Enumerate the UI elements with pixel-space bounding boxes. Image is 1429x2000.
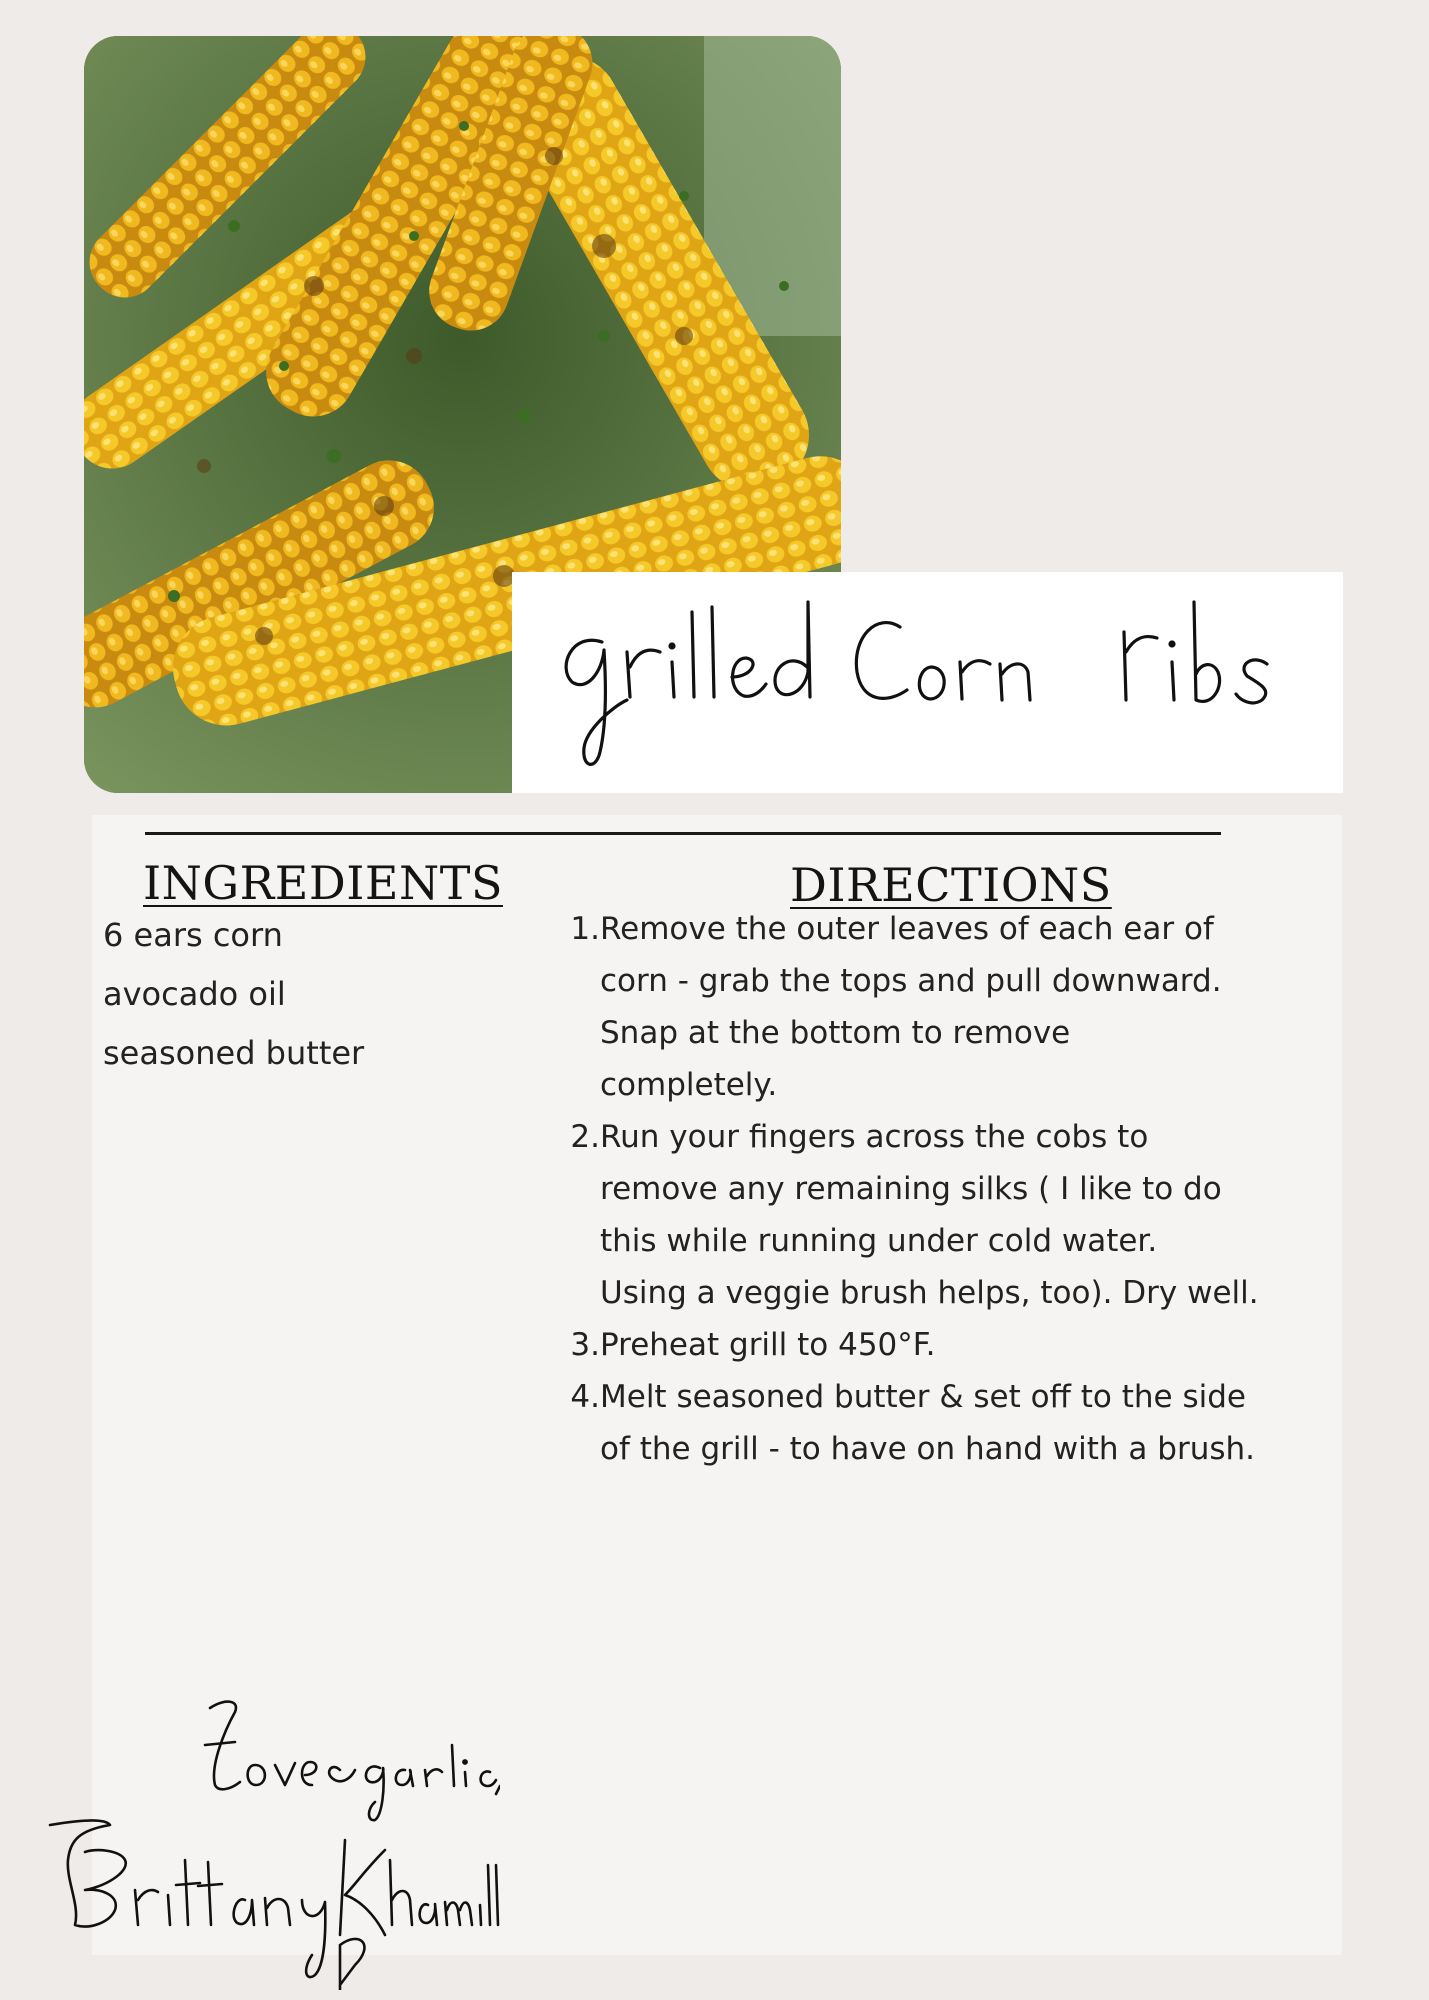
step-line: Preheat grill to 450°F. bbox=[600, 1327, 936, 1363]
direction-step bbox=[560, 903, 1320, 1111]
ingredients-list bbox=[103, 906, 364, 1083]
recipe-title bbox=[512, 572, 1343, 793]
directions-heading: DIRECTIONS bbox=[790, 858, 1112, 912]
step-text bbox=[600, 903, 1320, 1111]
step-line: this while running under cold water. bbox=[600, 1223, 1158, 1259]
step-line: Run your fingers across the cobs to bbox=[600, 1119, 1149, 1155]
step-text bbox=[600, 1371, 1320, 1475]
direction-step bbox=[560, 1371, 1320, 1475]
step-number: 4. bbox=[570, 1379, 600, 1415]
step-line: of the grill - to have on hand with a brush. bbox=[600, 1431, 1255, 1467]
ingredient-item: avocado oil bbox=[103, 975, 286, 1013]
step-line: remove any remaining silks ( I like to do bbox=[600, 1171, 1222, 1207]
step-line: Using a veggie brush helps, too). Dry well. bbox=[600, 1275, 1259, 1311]
direction-step bbox=[560, 1111, 1320, 1319]
ingredients-heading: INGREDIENTS bbox=[143, 856, 503, 910]
ingredient-item: seasoned butter bbox=[103, 1034, 365, 1072]
step-line: Remove the outer leaves of each ear of bbox=[600, 911, 1214, 947]
handwritten-signature bbox=[40, 1690, 500, 1990]
step-number: 1. bbox=[570, 911, 600, 947]
recipe-title-card bbox=[512, 572, 1343, 793]
ingredient-item: 6 ears corn bbox=[103, 916, 283, 954]
step-line: Melt seasoned butter & set off to the side bbox=[600, 1379, 1246, 1415]
direction-step bbox=[560, 1319, 1320, 1371]
step-line: corn - grab the tops and pull downward. bbox=[600, 963, 1222, 999]
step-line: completely. bbox=[600, 1067, 778, 1103]
step-text bbox=[600, 1319, 1320, 1371]
title-divider bbox=[145, 832, 1221, 835]
directions-list bbox=[560, 903, 1320, 1475]
step-number: 3. bbox=[570, 1327, 600, 1363]
step-line: Snap at the bottom to remove bbox=[600, 1015, 1071, 1051]
step-number: 2. bbox=[570, 1119, 600, 1155]
step-text bbox=[600, 1111, 1320, 1319]
